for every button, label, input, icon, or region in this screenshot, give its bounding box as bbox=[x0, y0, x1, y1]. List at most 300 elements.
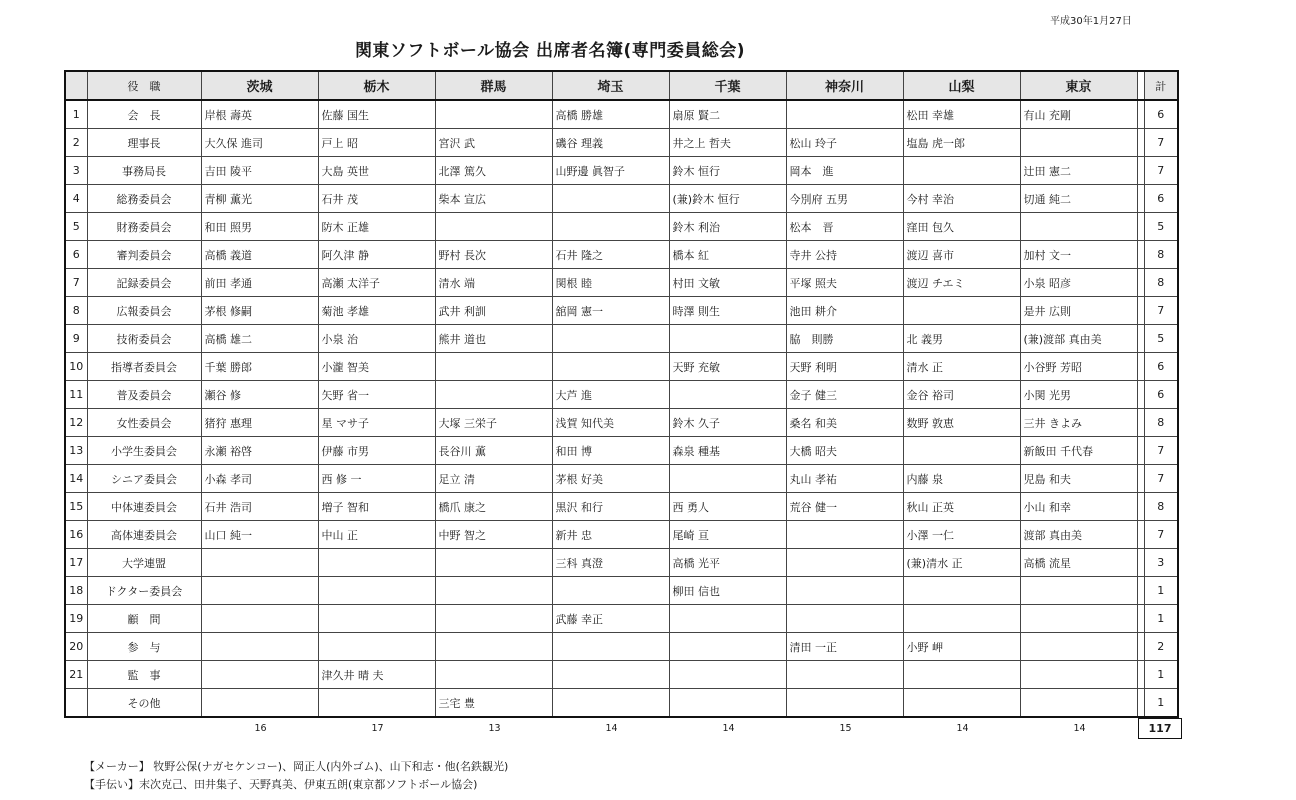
role-cell: 事務局長 bbox=[87, 157, 201, 185]
row-total: 8 bbox=[1144, 409, 1178, 437]
member-name-cell bbox=[552, 661, 669, 689]
table-row bbox=[65, 157, 1178, 185]
member-name-cell: 鈴木 久子 bbox=[669, 409, 786, 437]
member-name-cell: 清水 端 bbox=[435, 269, 552, 297]
member-name-cell: 切通 純二 bbox=[1020, 185, 1137, 213]
role-cell: 財務委員会 bbox=[87, 213, 201, 241]
document-date: 平成30年1月27日 bbox=[1050, 16, 1132, 27]
member-name-cell bbox=[669, 465, 786, 493]
member-name-cell: 森泉 種基 bbox=[669, 437, 786, 465]
column-spacer bbox=[1137, 297, 1144, 325]
member-name-cell: 扇原 賢二 bbox=[669, 100, 786, 129]
member-name-cell: 渡部 真由美 bbox=[1020, 521, 1137, 549]
member-name-cell: 前田 孝通 bbox=[201, 269, 318, 297]
row-total: 7 bbox=[1144, 437, 1178, 465]
row-number: 19 bbox=[65, 605, 87, 633]
row-total: 2 bbox=[1144, 633, 1178, 661]
member-name-cell: 大橋 昭夫 bbox=[786, 437, 903, 465]
member-name-cell: 宮沢 武 bbox=[435, 129, 552, 157]
member-name-cell: 佐藤 国生 bbox=[318, 100, 435, 129]
member-name-cell bbox=[1020, 605, 1137, 633]
member-name-cell: (兼)鈴木 恒行 bbox=[669, 185, 786, 213]
member-name-cell: 中山 正 bbox=[318, 521, 435, 549]
row-number: 17 bbox=[65, 549, 87, 577]
member-name-cell: 新飯田 千代春 bbox=[1020, 437, 1137, 465]
member-name-cell: 小澤 一仁 bbox=[903, 521, 1020, 549]
member-name-cell: 荒谷 健一 bbox=[786, 493, 903, 521]
member-name-cell: 鈴木 恒行 bbox=[669, 157, 786, 185]
role-cell: 技術委員会 bbox=[87, 325, 201, 353]
member-name-cell: 三宅 豊 bbox=[435, 689, 552, 718]
column-spacer bbox=[1137, 409, 1144, 437]
column-spacer bbox=[1137, 689, 1144, 718]
column-spacer bbox=[1137, 633, 1144, 661]
column-spacer bbox=[1137, 577, 1144, 605]
column-spacer bbox=[1137, 381, 1144, 409]
member-name-cell: 柴本 宣広 bbox=[435, 185, 552, 213]
row-number: 14 bbox=[65, 465, 87, 493]
header-prefecture: 東京 bbox=[1020, 71, 1137, 100]
table-header-row bbox=[65, 71, 1178, 100]
row-total: 7 bbox=[1144, 521, 1178, 549]
member-name-cell: 今別府 五男 bbox=[786, 185, 903, 213]
member-name-cell bbox=[1020, 577, 1137, 605]
member-name-cell: 塩島 虎一郎 bbox=[903, 129, 1020, 157]
column-spacer bbox=[1137, 71, 1144, 100]
column-total: 15 bbox=[839, 723, 852, 734]
member-name-cell: 渡辺 喜市 bbox=[903, 241, 1020, 269]
member-name-cell: 大久保 進司 bbox=[201, 129, 318, 157]
member-name-cell: 小泉 昭彦 bbox=[1020, 269, 1137, 297]
member-name-cell: 黒沢 和行 bbox=[552, 493, 669, 521]
member-name-cell: 北 義男 bbox=[903, 325, 1020, 353]
member-name-cell: 石井 浩司 bbox=[201, 493, 318, 521]
member-name-cell: 辻田 憲二 bbox=[1020, 157, 1137, 185]
member-name-cell: 清田 一正 bbox=[786, 633, 903, 661]
member-name-cell: 永瀬 裕啓 bbox=[201, 437, 318, 465]
member-name-cell bbox=[552, 353, 669, 381]
header-role: 役 職 bbox=[87, 71, 201, 100]
member-name-cell: 橋本 紅 bbox=[669, 241, 786, 269]
member-name-cell bbox=[786, 100, 903, 129]
member-name-cell: 金子 健三 bbox=[786, 381, 903, 409]
member-name-cell: 茅根 修嗣 bbox=[201, 297, 318, 325]
member-name-cell bbox=[903, 157, 1020, 185]
member-name-cell: 関根 睦 bbox=[552, 269, 669, 297]
table-row bbox=[65, 409, 1178, 437]
header-prefecture: 栃木 bbox=[318, 71, 435, 100]
member-name-cell bbox=[903, 605, 1020, 633]
member-name-cell: 高橋 光平 bbox=[669, 549, 786, 577]
role-cell: シニア委員会 bbox=[87, 465, 201, 493]
member-name-cell bbox=[201, 577, 318, 605]
member-name-cell: 大塚 三栄子 bbox=[435, 409, 552, 437]
member-name-cell: 熊井 道也 bbox=[435, 325, 552, 353]
table-row bbox=[65, 213, 1178, 241]
row-number: 2 bbox=[65, 129, 87, 157]
member-name-cell bbox=[201, 633, 318, 661]
footnotes bbox=[84, 758, 508, 794]
member-name-cell: 天野 利明 bbox=[786, 353, 903, 381]
row-number: 18 bbox=[65, 577, 87, 605]
member-name-cell: 磯谷 理義 bbox=[552, 129, 669, 157]
role-cell: 審判委員会 bbox=[87, 241, 201, 269]
member-name-cell: 星 マサ子 bbox=[318, 409, 435, 437]
member-name-cell: 伊藤 市男 bbox=[318, 437, 435, 465]
row-number: 21 bbox=[65, 661, 87, 689]
row-total: 6 bbox=[1144, 100, 1178, 129]
member-name-cell: 三科 真澄 bbox=[552, 549, 669, 577]
role-cell: 中体連委員会 bbox=[87, 493, 201, 521]
member-name-cell: 吉田 陵平 bbox=[201, 157, 318, 185]
member-name-cell bbox=[201, 549, 318, 577]
member-name-cell bbox=[201, 661, 318, 689]
role-cell: 総務委員会 bbox=[87, 185, 201, 213]
row-number: 8 bbox=[65, 297, 87, 325]
member-name-cell: 柳田 信也 bbox=[669, 577, 786, 605]
member-name-cell: 阿久津 静 bbox=[318, 241, 435, 269]
header-prefecture: 山梨 bbox=[903, 71, 1020, 100]
row-total: 1 bbox=[1144, 605, 1178, 633]
member-name-cell bbox=[669, 325, 786, 353]
role-cell: 普及委員会 bbox=[87, 381, 201, 409]
table-row bbox=[65, 661, 1178, 689]
row-total: 7 bbox=[1144, 465, 1178, 493]
member-name-cell: 石井 隆之 bbox=[552, 241, 669, 269]
row-number: 4 bbox=[65, 185, 87, 213]
member-name-cell: 村田 文敏 bbox=[669, 269, 786, 297]
member-name-cell: 西 修 一 bbox=[318, 465, 435, 493]
row-number bbox=[65, 689, 87, 718]
member-name-cell bbox=[786, 689, 903, 718]
member-name-cell: 児島 和夫 bbox=[1020, 465, 1137, 493]
table-row bbox=[65, 381, 1178, 409]
member-name-cell: 松田 幸雄 bbox=[903, 100, 1020, 129]
role-cell: その他 bbox=[87, 689, 201, 718]
member-name-cell: 松山 玲子 bbox=[786, 129, 903, 157]
member-name-cell: 茅根 好美 bbox=[552, 465, 669, 493]
table-row bbox=[65, 465, 1178, 493]
role-cell: ドクター委員会 bbox=[87, 577, 201, 605]
member-name-cell bbox=[786, 549, 903, 577]
row-total: 6 bbox=[1144, 353, 1178, 381]
member-name-cell: 小山 和幸 bbox=[1020, 493, 1137, 521]
table-row bbox=[65, 689, 1178, 718]
column-spacer bbox=[1137, 185, 1144, 213]
member-name-cell: 岸根 壽英 bbox=[201, 100, 318, 129]
table-row bbox=[65, 577, 1178, 605]
role-cell: 小学生委員会 bbox=[87, 437, 201, 465]
member-name-cell: 有山 充剛 bbox=[1020, 100, 1137, 129]
role-cell: 大学連盟 bbox=[87, 549, 201, 577]
member-name-cell: 武藤 幸正 bbox=[552, 605, 669, 633]
column-spacer bbox=[1137, 549, 1144, 577]
row-number: 7 bbox=[65, 269, 87, 297]
column-total: 14 bbox=[722, 723, 735, 734]
column-spacer bbox=[1137, 325, 1144, 353]
role-cell: 顧 問 bbox=[87, 605, 201, 633]
member-name-cell: 松本 晋 bbox=[786, 213, 903, 241]
member-name-cell: 矢野 省一 bbox=[318, 381, 435, 409]
member-name-cell: 石井 茂 bbox=[318, 185, 435, 213]
table-row bbox=[65, 129, 1178, 157]
table-row bbox=[65, 100, 1178, 129]
grand-total: 117 bbox=[1138, 718, 1182, 739]
table-row bbox=[65, 325, 1178, 353]
member-name-cell: 小泉 治 bbox=[318, 325, 435, 353]
header-number bbox=[65, 71, 87, 100]
member-name-cell bbox=[903, 297, 1020, 325]
row-total: 7 bbox=[1144, 157, 1178, 185]
row-total: 1 bbox=[1144, 577, 1178, 605]
row-total: 1 bbox=[1144, 689, 1178, 718]
member-name-cell: 猪狩 惠理 bbox=[201, 409, 318, 437]
member-name-cell bbox=[318, 549, 435, 577]
member-name-cell: 金谷 裕司 bbox=[903, 381, 1020, 409]
member-name-cell bbox=[552, 185, 669, 213]
member-name-cell: 小関 光男 bbox=[1020, 381, 1137, 409]
role-cell: 高体連委員会 bbox=[87, 521, 201, 549]
table-row bbox=[65, 241, 1178, 269]
row-total: 5 bbox=[1144, 213, 1178, 241]
row-total: 7 bbox=[1144, 297, 1178, 325]
table-row bbox=[65, 297, 1178, 325]
row-number: 6 bbox=[65, 241, 87, 269]
member-name-cell bbox=[669, 381, 786, 409]
row-total: 5 bbox=[1144, 325, 1178, 353]
member-name-cell bbox=[435, 381, 552, 409]
column-spacer bbox=[1137, 521, 1144, 549]
row-number: 5 bbox=[65, 213, 87, 241]
member-name-cell: 脇 則勝 bbox=[786, 325, 903, 353]
member-name-cell: 桑名 和美 bbox=[786, 409, 903, 437]
member-name-cell: 青柳 薫光 bbox=[201, 185, 318, 213]
member-name-cell: 小谷野 芳昭 bbox=[1020, 353, 1137, 381]
member-name-cell: 足立 清 bbox=[435, 465, 552, 493]
member-name-cell: 戸上 昭 bbox=[318, 129, 435, 157]
member-name-cell bbox=[786, 605, 903, 633]
column-spacer bbox=[1137, 437, 1144, 465]
member-name-cell bbox=[1020, 129, 1137, 157]
member-name-cell: 平塚 照夫 bbox=[786, 269, 903, 297]
member-name-cell: 鈴木 利治 bbox=[669, 213, 786, 241]
member-name-cell: 増子 智和 bbox=[318, 493, 435, 521]
member-name-cell: (兼)清水 正 bbox=[903, 549, 1020, 577]
member-name-cell: 中野 智之 bbox=[435, 521, 552, 549]
table-row bbox=[65, 353, 1178, 381]
row-total: 1 bbox=[1144, 661, 1178, 689]
member-name-cell: 西 勇人 bbox=[669, 493, 786, 521]
column-spacer bbox=[1137, 213, 1144, 241]
column-spacer bbox=[1137, 157, 1144, 185]
maker-note: 【メーカー】 牧野公保(ナガセケンコー)、岡正人(内外ゴム)、山下和志・他(名鉄観光) bbox=[84, 760, 509, 773]
member-name-cell bbox=[552, 325, 669, 353]
member-name-cell: 武井 利訓 bbox=[435, 297, 552, 325]
table-row bbox=[65, 633, 1178, 661]
member-name-cell: 高橋 流星 bbox=[1020, 549, 1137, 577]
member-name-cell: 山野邊 眞智子 bbox=[552, 157, 669, 185]
member-name-cell bbox=[435, 100, 552, 129]
member-name-cell bbox=[903, 577, 1020, 605]
member-name-cell: 新井 忠 bbox=[552, 521, 669, 549]
member-name-cell bbox=[435, 213, 552, 241]
member-name-cell: 岡本 進 bbox=[786, 157, 903, 185]
member-name-cell: 和田 博 bbox=[552, 437, 669, 465]
member-name-cell: 野村 長次 bbox=[435, 241, 552, 269]
member-name-cell: 長谷川 薫 bbox=[435, 437, 552, 465]
member-name-cell: 内藤 泉 bbox=[903, 465, 1020, 493]
role-cell: 指導者委員会 bbox=[87, 353, 201, 381]
member-name-cell bbox=[435, 633, 552, 661]
member-name-cell bbox=[201, 605, 318, 633]
member-name-cell bbox=[318, 577, 435, 605]
member-name-cell bbox=[435, 605, 552, 633]
role-cell: 理事長 bbox=[87, 129, 201, 157]
member-name-cell: 菊池 孝雄 bbox=[318, 297, 435, 325]
member-name-cell: 舘岡 憲一 bbox=[552, 297, 669, 325]
member-name-cell: 寺井 公持 bbox=[786, 241, 903, 269]
member-name-cell: 池田 耕介 bbox=[786, 297, 903, 325]
role-cell: 監 事 bbox=[87, 661, 201, 689]
member-name-cell: 天野 充敏 bbox=[669, 353, 786, 381]
row-number: 16 bbox=[65, 521, 87, 549]
member-name-cell: 窪田 包久 bbox=[903, 213, 1020, 241]
column-total: 14 bbox=[605, 723, 618, 734]
row-number: 3 bbox=[65, 157, 87, 185]
member-name-cell: 千葉 勝郎 bbox=[201, 353, 318, 381]
header-prefecture: 群馬 bbox=[435, 71, 552, 100]
member-name-cell bbox=[786, 521, 903, 549]
column-total: 13 bbox=[488, 723, 501, 734]
column-spacer bbox=[1137, 605, 1144, 633]
row-number: 1 bbox=[65, 100, 87, 129]
member-name-cell: 高橋 勝雄 bbox=[552, 100, 669, 129]
member-name-cell bbox=[1020, 689, 1137, 718]
member-name-cell: 時澤 則生 bbox=[669, 297, 786, 325]
member-name-cell bbox=[552, 689, 669, 718]
member-name-cell: 高橋 義道 bbox=[201, 241, 318, 269]
column-total: 14 bbox=[1073, 723, 1086, 734]
member-name-cell bbox=[435, 661, 552, 689]
member-name-cell bbox=[1020, 661, 1137, 689]
row-total: 6 bbox=[1144, 381, 1178, 409]
member-name-cell: 三井 きよみ bbox=[1020, 409, 1137, 437]
member-name-cell: 是井 広則 bbox=[1020, 297, 1137, 325]
member-name-cell bbox=[435, 353, 552, 381]
document-title: 関東ソフトボール協会 出席者名簿(専門委員総会) bbox=[354, 41, 746, 61]
row-number: 10 bbox=[65, 353, 87, 381]
role-cell: 広報委員会 bbox=[87, 297, 201, 325]
table-row bbox=[65, 185, 1178, 213]
member-name-cell bbox=[201, 689, 318, 718]
helper-note: 【手伝い】末次克己、田井集子、天野真美、伊東五朗(東京都ソフトボール協会) bbox=[84, 778, 478, 791]
member-name-cell bbox=[903, 437, 1020, 465]
member-name-cell bbox=[786, 577, 903, 605]
column-spacer bbox=[1137, 129, 1144, 157]
member-name-cell bbox=[669, 633, 786, 661]
row-number: 11 bbox=[65, 381, 87, 409]
row-number: 12 bbox=[65, 409, 87, 437]
row-number: 15 bbox=[65, 493, 87, 521]
row-total: 8 bbox=[1144, 269, 1178, 297]
column-spacer bbox=[1137, 241, 1144, 269]
member-name-cell: 大島 英世 bbox=[318, 157, 435, 185]
member-name-cell: 浅賀 知代美 bbox=[552, 409, 669, 437]
member-name-cell: 高橋 雄二 bbox=[201, 325, 318, 353]
member-name-cell: 小森 孝司 bbox=[201, 465, 318, 493]
member-name-cell: 尾崎 亘 bbox=[669, 521, 786, 549]
member-name-cell bbox=[903, 661, 1020, 689]
row-total: 8 bbox=[1144, 241, 1178, 269]
member-name-cell bbox=[1020, 213, 1137, 241]
member-name-cell: 今村 幸治 bbox=[903, 185, 1020, 213]
member-name-cell bbox=[669, 661, 786, 689]
column-spacer bbox=[1137, 100, 1144, 129]
member-name-cell bbox=[903, 689, 1020, 718]
member-name-cell: 秋山 正英 bbox=[903, 493, 1020, 521]
member-name-cell bbox=[318, 633, 435, 661]
member-name-cell bbox=[552, 633, 669, 661]
table-row bbox=[65, 521, 1178, 549]
member-name-cell: 和田 照男 bbox=[201, 213, 318, 241]
member-name-cell bbox=[552, 213, 669, 241]
member-name-cell: 加村 文一 bbox=[1020, 241, 1137, 269]
table-row bbox=[65, 549, 1178, 577]
member-name-cell: (兼)渡部 真由美 bbox=[1020, 325, 1137, 353]
member-name-cell: 小野 岬 bbox=[903, 633, 1020, 661]
member-name-cell: 山口 純一 bbox=[201, 521, 318, 549]
column-total: 14 bbox=[956, 723, 969, 734]
column-spacer bbox=[1137, 493, 1144, 521]
row-total: 7 bbox=[1144, 129, 1178, 157]
row-number: 9 bbox=[65, 325, 87, 353]
header-prefecture: 埼玉 bbox=[552, 71, 669, 100]
role-cell: 女性委員会 bbox=[87, 409, 201, 437]
member-name-cell: 数野 敦恵 bbox=[903, 409, 1020, 437]
member-name-cell: 井之上 哲夫 bbox=[669, 129, 786, 157]
header-prefecture: 千葉 bbox=[669, 71, 786, 100]
member-name-cell: 防木 正雄 bbox=[318, 213, 435, 241]
member-name-cell: 小瀧 智美 bbox=[318, 353, 435, 381]
role-cell: 会 長 bbox=[87, 100, 201, 129]
attendance-table bbox=[64, 70, 1179, 718]
member-name-cell bbox=[669, 605, 786, 633]
header-prefecture: 茨城 bbox=[201, 71, 318, 100]
member-name-cell bbox=[1020, 633, 1137, 661]
member-name-cell: 丸山 孝祐 bbox=[786, 465, 903, 493]
member-name-cell bbox=[786, 661, 903, 689]
column-total: 17 bbox=[371, 723, 384, 734]
member-name-cell bbox=[435, 549, 552, 577]
member-name-cell: 橋爪 康之 bbox=[435, 493, 552, 521]
member-name-cell: 高瀬 太洋子 bbox=[318, 269, 435, 297]
member-name-cell bbox=[552, 577, 669, 605]
column-spacer bbox=[1137, 465, 1144, 493]
column-spacer bbox=[1137, 661, 1144, 689]
table-body bbox=[65, 100, 1178, 717]
table-row bbox=[65, 269, 1178, 297]
table-row bbox=[65, 493, 1178, 521]
member-name-cell bbox=[318, 689, 435, 718]
role-cell: 参 与 bbox=[87, 633, 201, 661]
row-number: 20 bbox=[65, 633, 87, 661]
member-name-cell: 津久井 晴 夫 bbox=[318, 661, 435, 689]
header-total: 計 bbox=[1144, 71, 1178, 100]
row-total: 3 bbox=[1144, 549, 1178, 577]
member-name-cell bbox=[435, 577, 552, 605]
row-total: 6 bbox=[1144, 185, 1178, 213]
member-name-cell: 大芦 進 bbox=[552, 381, 669, 409]
